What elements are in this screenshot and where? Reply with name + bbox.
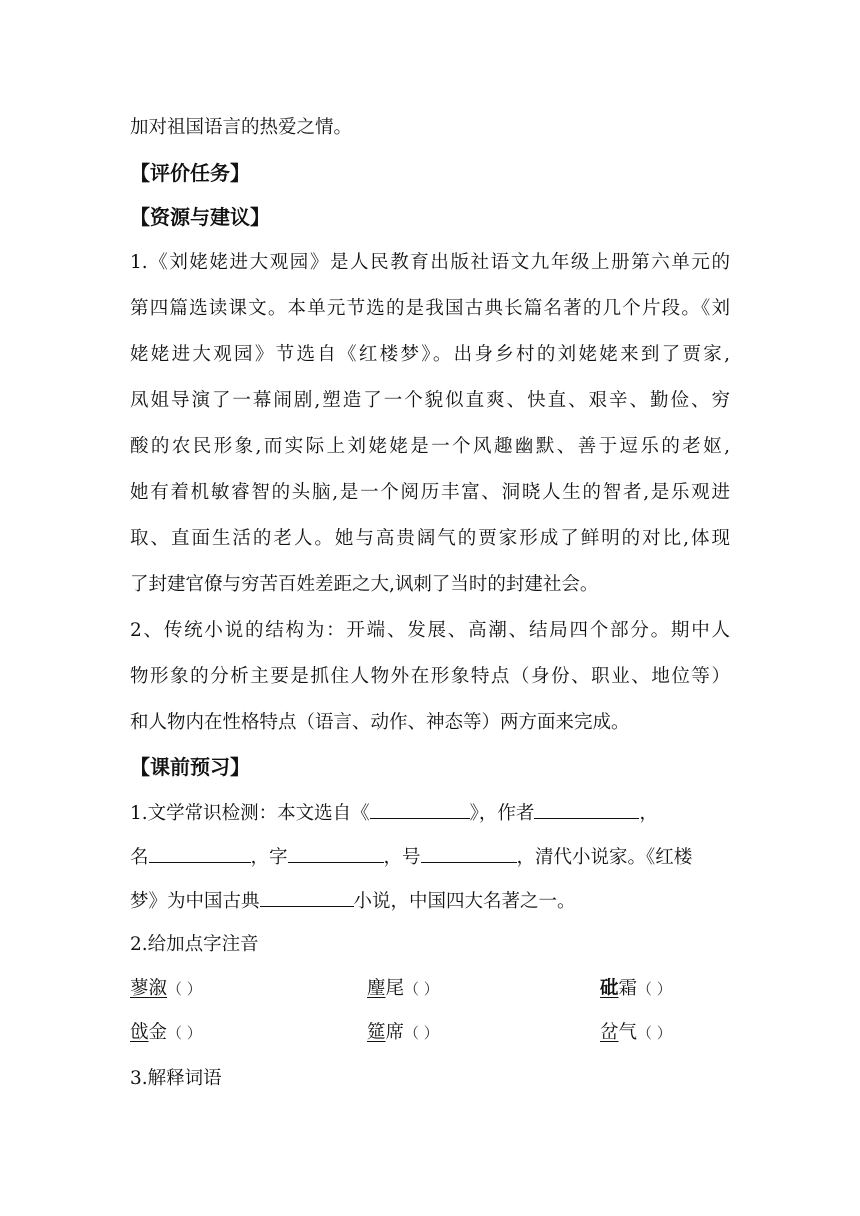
- question-text: 》，作者: [469, 803, 535, 824]
- pinyin-item: [600, 976, 672, 1002]
- pinyin-row: [130, 976, 730, 1002]
- question-1-line-1: [130, 800, 658, 827]
- blank-courtesy-name[interactable]: [288, 844, 384, 863]
- paragraph-line: 取、直面生活的老人。她与高贵阔气的贾家形成了鲜明的对比,体现: [130, 528, 730, 549]
- blank-source-book[interactable]: [370, 800, 470, 819]
- answer-slot[interactable]: （ ）: [167, 980, 202, 998]
- answer-slot[interactable]: （ ）: [404, 980, 439, 998]
- pinyin-item: [600, 1020, 672, 1046]
- question-1-line-2: [130, 844, 692, 871]
- answer-slot[interactable]: （ ）: [404, 1024, 439, 1042]
- section-heading-evaluation: 【评价任务】: [130, 161, 250, 185]
- question-text: ，: [639, 803, 658, 824]
- dotted-chars: 砒: [600, 978, 619, 999]
- question-2-title: 2.给加点字注音: [130, 934, 259, 955]
- question-text: 梦》为中国古典: [130, 891, 260, 912]
- paragraph-line: 2、传统小说的结构为：开端、发展、高潮、结局四个部分。期中人: [130, 620, 730, 641]
- paragraph-line: 她有着机敏睿智的头脑,是一个阅历丰富、洞晓人生的智者,是乐观进: [130, 482, 730, 503]
- question-text: ，号: [383, 847, 421, 868]
- word-rest: 席: [385, 1022, 405, 1043]
- answer-slot[interactable]: （ ）: [637, 980, 672, 998]
- question-3-title: 3.解释词语: [130, 1068, 222, 1089]
- pinyin-item: [130, 1020, 202, 1046]
- paragraph-line: 凤姐导演了一幕闹剧,塑造了一个貌似直爽、快直、艰辛、勤俭、穷: [130, 390, 730, 411]
- pinyin-item: [130, 976, 202, 1002]
- paragraph-line: 物形象的分析主要是抓住人物外在形象特点（身份、职业、地位等）: [130, 666, 730, 687]
- paragraph-line: 1.《刘姥姥进大观园》是人民教育出版社语文九年级上册第六单元的: [130, 252, 730, 273]
- question-text: ，清代小说家。《红楼: [516, 847, 693, 868]
- section-heading-resources: 【资源与建议】: [130, 205, 270, 229]
- blank-name[interactable]: [149, 844, 251, 863]
- pinyin-row: [130, 1020, 730, 1046]
- question-text: 小说，中国四大名著之一。: [353, 891, 576, 912]
- paragraph-line: 酸的农民形象,而实际上刘姥姥是一个风趣幽默、善于逗乐的老妪,: [130, 436, 730, 457]
- question-text: 名: [130, 847, 149, 868]
- paragraph-line: 和人物内在性格特点（语言、动作、神态等）两方面来完成。: [130, 712, 630, 733]
- question-text: 1.文学常识检测：本文选自《: [130, 803, 370, 824]
- pinyin-item: [356, 1020, 439, 1046]
- section-heading-preview: 【课前预习】: [130, 755, 250, 779]
- question-text: ，字: [250, 847, 288, 868]
- blank-author[interactable]: [534, 800, 639, 819]
- answer-slot[interactable]: （ ）: [167, 1024, 202, 1042]
- word-rest: 气: [618, 1022, 638, 1043]
- paragraph-line: 了封建官僚与穷苦百姓差距之大,讽刺了当时的封建社会。: [130, 574, 599, 595]
- word-rest: 霜: [618, 978, 638, 999]
- blank-pseudonym[interactable]: [421, 844, 517, 863]
- dotted-chars: 岔: [600, 1022, 619, 1043]
- pinyin-item: [367, 976, 439, 1002]
- dotted-chars: 戗: [130, 1022, 149, 1043]
- dotted-chars: 筵: [367, 1022, 386, 1043]
- answer-slot[interactable]: （ ）: [637, 1024, 672, 1042]
- dotted-chars: 蓼溆: [130, 978, 168, 999]
- dotted-chars: 麈: [367, 978, 386, 999]
- word-rest: 金: [148, 1022, 168, 1043]
- paragraph-line: 第四篇选读课文。本单元节选的是我国古典长篇名著的几个片段。《刘: [130, 298, 730, 319]
- question-1-line-3: [130, 888, 576, 915]
- text-line: 加对祖国语言的热爱之情。: [130, 117, 353, 138]
- blank-novel-type[interactable]: [260, 888, 354, 907]
- paragraph-line: 姥姥进大观园》节选自《红楼梦》。出身乡村的刘姥姥来到了贾家,: [130, 344, 730, 365]
- word-rest: 尾: [385, 978, 405, 999]
